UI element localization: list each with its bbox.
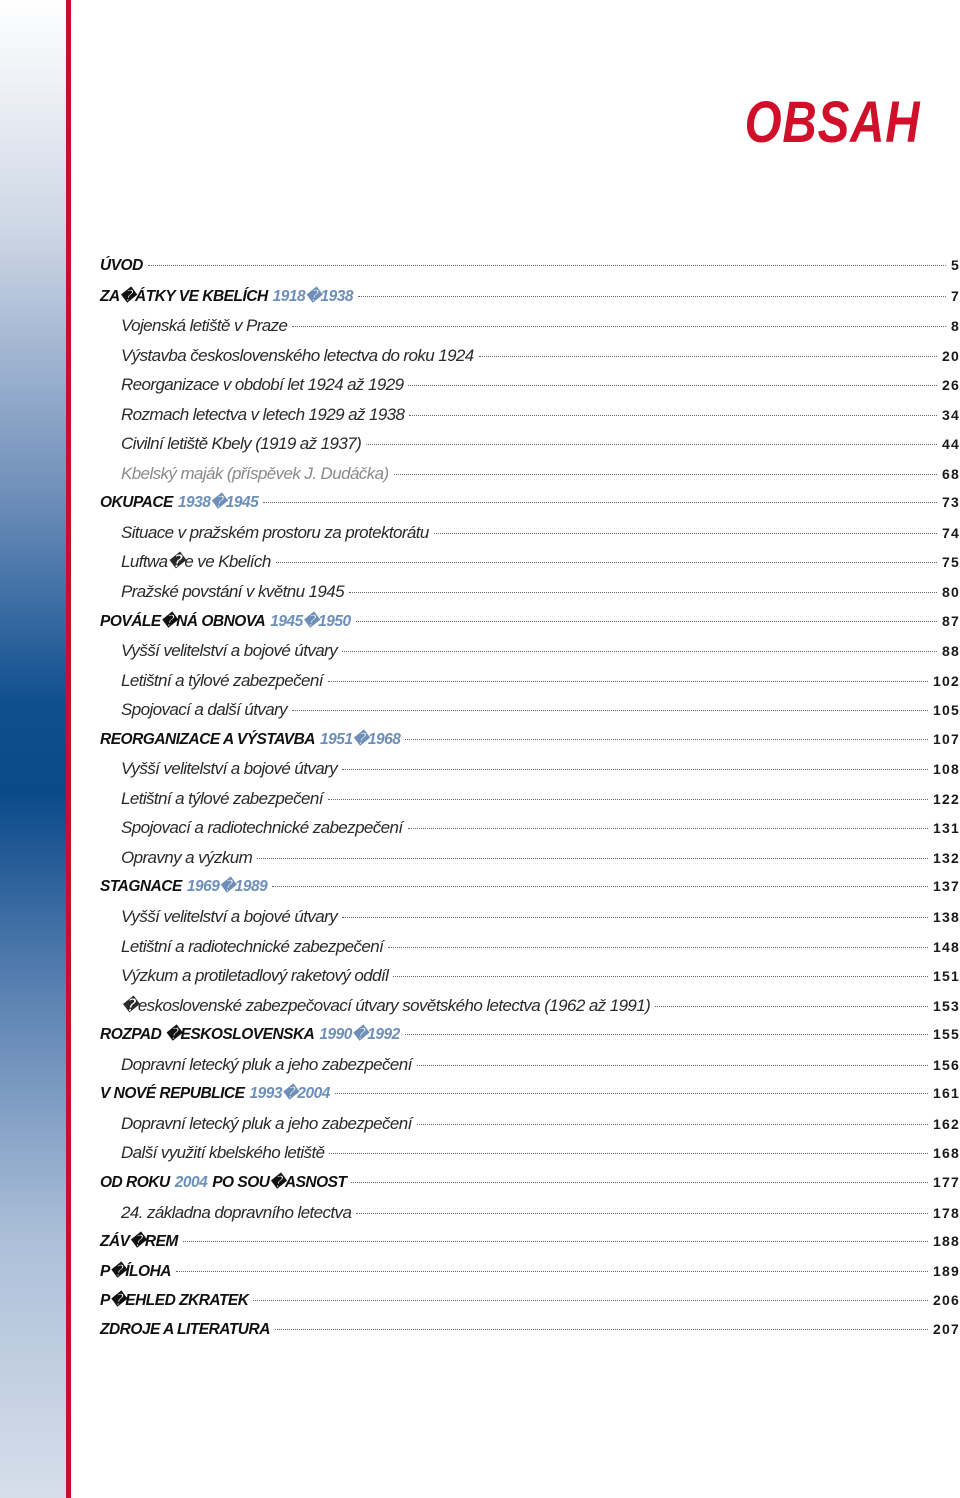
dot-leader [408,385,937,386]
dot-leader [328,681,928,682]
toc-entry-luftwaffe[interactable] [100,552,960,582]
toc-entry-years: 2004 [174,1173,208,1191]
toc-entry-opravny[interactable] [100,848,960,878]
toc-entry-title: STAGNACE [100,878,182,896]
toc-entry-title: OD ROKU [100,1173,170,1191]
toc-page-number: 87 [942,612,960,629]
toc-entry-spojovaci-1[interactable] [100,700,960,730]
toc-page-number: 137 [933,878,960,895]
dot-leader [292,710,928,711]
dot-leader [351,1182,928,1183]
toc-entry-label: Vojenská letiště v Praze [121,316,288,336]
toc-page-number: 151 [933,968,960,985]
toc-entry-label: Výstavba československého letectva do roku 1924 [121,345,474,365]
toc-page-number: 189 [933,1262,960,1279]
toc-entry-vyzkum[interactable] [100,966,960,996]
toc-page-number: 155 [933,1026,960,1043]
toc-page-number: 206 [933,1292,960,1309]
toc-entry-label: P�ÍLOHA [100,1262,171,1280]
dot-leader [408,828,929,829]
dot-leader [276,562,937,563]
toc-entry-label: Kbelský maják (příspěvek J. Dudáčka) [121,463,389,483]
toc-entry-title: ROZPAD �ESKOSLOVENSKA [100,1026,315,1044]
dot-leader [434,533,937,534]
dot-leader [263,502,937,503]
toc-entry-letistni-2[interactable] [100,789,960,819]
toc-entry-title: ZA�ÁTKY VE KBELÍCH [100,287,268,305]
toc-page-number: 178 [933,1204,960,1221]
dot-leader [329,1153,928,1154]
dot-leader [292,326,946,327]
toc-entry-label: Vyšší velitelství a bojové útvary [121,641,338,661]
dot-leader [393,976,928,977]
toc-page-number: 177 [933,1173,960,1190]
toc-page-number: 68 [942,465,960,482]
toc-entry-label [100,493,258,512]
toc-entry-povstani[interactable] [100,582,960,612]
dot-leader [342,651,937,652]
toc-entry-dalsi[interactable] [100,1143,960,1173]
toc-entry-title-end: PO SOU�ASNOST [212,1173,347,1191]
toc-page-number: 5 [951,257,960,273]
toc-entry-zacatky[interactable] [100,287,960,317]
toc-page-number: 207 [933,1320,960,1337]
toc-entry-od-roku[interactable] [100,1173,960,1203]
dot-leader [356,621,937,622]
toc-entry-okupace[interactable] [100,493,960,523]
toc-entry-rozmach[interactable] [100,405,960,435]
dot-leader [366,444,937,445]
toc-entry-uvod[interactable] [100,257,960,287]
dot-leader [417,1124,928,1125]
dot-leader [257,858,928,859]
toc-entry-label: Reorganizace v období let 1924 až 1929 [121,375,404,395]
dot-leader [405,1034,928,1035]
toc-page-number: 20 [942,347,960,364]
toc-entry-label: Spojovací a radiotechnické zabezpečení [121,818,403,838]
toc-entry-label: P�EHLED ZKRATEK [100,1292,249,1310]
toc-entry-label: Další využití kbelského letiště [121,1143,325,1163]
dot-leader [148,265,946,266]
dot-leader [183,1241,928,1242]
toc-entry-zakladna[interactable] [100,1203,960,1233]
toc-page-number: 105 [933,702,960,719]
toc-entry-years: 1969�1989 [186,878,268,896]
toc-page-number: 102 [933,672,960,689]
toc-entry-vojenska[interactable] [100,316,960,346]
toc-page-number: 168 [933,1145,960,1162]
toc-page-number: 73 [942,494,960,511]
toc-page-number: 26 [942,377,960,394]
toc-entry-zaver[interactable] [100,1232,960,1262]
toc-entry-spojovaci-2[interactable] [100,818,960,848]
toc-page-number: 74 [942,524,960,541]
toc-entry-label: Luftwa�e ve Kbelích [121,552,271,572]
toc-entry-label: ZDROJE A LITERATURA [100,1320,270,1338]
dot-leader [335,1093,928,1094]
toc-entry-republice[interactable] [100,1084,960,1114]
dot-leader [356,1213,928,1214]
toc-entry-prehled[interactable] [100,1291,960,1321]
toc-entry-label: ZÁV�REM [100,1233,178,1251]
toc-entry-label: ÚVOD [100,257,143,274]
dot-leader [655,1006,928,1007]
toc-entry-label [100,612,351,631]
dot-leader [388,947,928,948]
dot-leader [253,1300,928,1301]
toc-entry-years: 1990�1992 [319,1026,400,1044]
toc-page-number: 138 [933,909,960,926]
toc-entry-title: V NOVÉ REPUBLICE [100,1085,245,1103]
toc-entry-label: Vyšší velitelství a bojové útvary [121,759,338,779]
toc-entry-label: Opravny a výzkum [121,847,253,867]
toc-entry-label [100,730,400,749]
toc-page-number: 8 [951,318,960,335]
dot-leader [342,769,928,770]
toc-entry-label [100,877,267,896]
toc-page-number: 162 [933,1115,960,1132]
toc-entry-years: 1951�1968 [319,730,401,748]
dot-leader [328,799,928,800]
toc-page-number: 80 [942,584,960,601]
toc-entry-stagnace[interactable] [100,877,960,907]
toc-entry-title: OKUPACE [100,494,173,512]
toc-entry-label: Civilní letiště Kbely (1919 až 1937) [121,434,362,454]
toc-page-number: 108 [933,761,960,778]
toc-entry-civilni[interactable] [100,434,960,464]
toc-page-number: 88 [942,643,960,660]
toc-entry-years: 1993�2004 [249,1085,330,1103]
toc-entry-label [100,287,353,306]
toc-entry-dopravni-1[interactable] [100,1055,960,1085]
toc-entry-label [100,1084,330,1103]
toc-entry-letistni-1[interactable] [100,671,960,701]
toc-entry-label: Vyšší velitelství a bojové útvary [121,907,338,927]
dot-leader [409,415,937,416]
toc-entry-letistni-3[interactable] [100,937,960,967]
toc-entry-label: Rozmach letectva v letech 1929 až 1938 [121,404,405,424]
toc-entry-label: Letištní a radiotechnické zabezpečení [121,936,384,956]
toc-entry-sovetske[interactable] [100,996,960,1026]
table-of-contents [100,257,960,1350]
toc-entry-reorganizace-1951[interactable] [100,730,960,760]
toc-entry-label: Spojovací a další útvary [121,700,288,720]
toc-entry-title: REORGANIZACE A VÝSTAVBA [100,730,315,748]
toc-page-number: 122 [933,790,960,807]
decorative-side-band [0,0,66,1498]
toc-entry-vystavba[interactable] [100,346,960,376]
page-title: OBSAH [744,90,920,155]
toc-page-number: 34 [942,406,960,423]
toc-page-number: 188 [933,1233,960,1250]
toc-entry-situace[interactable] [100,523,960,553]
toc-page-number: 107 [933,730,960,747]
toc-entry-label: Situace v pražském prostoru za protektorátu [121,522,429,542]
dot-leader [272,886,928,887]
toc-entry-label: Letištní a týlové zabezpečení [121,788,323,808]
toc-page-number: 131 [933,820,960,837]
toc-page-number: 156 [933,1056,960,1073]
toc-entry-years: 1938�1945 [177,494,259,512]
toc-entry-priloha[interactable] [100,1262,960,1292]
dot-leader [479,356,937,357]
toc-entry-vyssi-2[interactable] [100,759,960,789]
toc-entry-label: Výzkum a protiletadlový raketový oddíl [121,966,389,986]
toc-page-number: 148 [933,938,960,955]
dot-leader [176,1271,928,1272]
toc-entry-years: 1945�1950 [270,612,351,630]
toc-entry-years: 1918�1938 [272,287,354,305]
toc-page-number: 132 [933,849,960,866]
toc-page-number: 161 [933,1085,960,1102]
dot-leader [394,474,938,475]
toc-entry-label: Letištní a týlové zabezpečení [121,670,323,690]
toc-entry-reorganizace-1924[interactable] [100,375,960,405]
toc-entry-label [100,1173,346,1192]
toc-entry-label: Dopravní letecký pluk a jeho zabezpečení [121,1054,412,1074]
toc-entry-zdroje[interactable] [100,1321,960,1351]
toc-entry-vyssi-3[interactable] [100,907,960,937]
toc-page-number: 44 [942,436,960,453]
toc-entry-label: �eskoslovenské zabezpečovací útvary sovětského letectva (1962 až 1991) [121,995,651,1015]
toc-entry-title: POVÁLE�NÁ OBNOVA [100,612,266,630]
dot-leader [342,917,928,918]
dot-leader [358,296,946,297]
toc-entry-majak[interactable] [100,464,960,494]
decorative-red-line [66,0,71,1498]
dot-leader [275,1329,928,1330]
toc-entry-povalecna[interactable] [100,612,960,642]
dot-leader [405,739,928,740]
toc-entry-label: Pražské povstání v květnu 1945 [121,582,344,602]
toc-page-number: 75 [942,554,960,571]
toc-entry-label [100,1025,400,1044]
dot-leader [349,592,937,593]
toc-entry-label: 24. základna dopravního letectva [121,1202,352,1222]
toc-entry-dopravni-2[interactable] [100,1114,960,1144]
toc-page-number: 153 [933,997,960,1014]
toc-entry-vyssi-1[interactable] [100,641,960,671]
toc-page-number: 7 [951,287,960,304]
dot-leader [417,1065,928,1066]
toc-entry-rozpad[interactable] [100,1025,960,1055]
toc-entry-label: Dopravní letecký pluk a jeho zabezpečení [121,1113,412,1133]
